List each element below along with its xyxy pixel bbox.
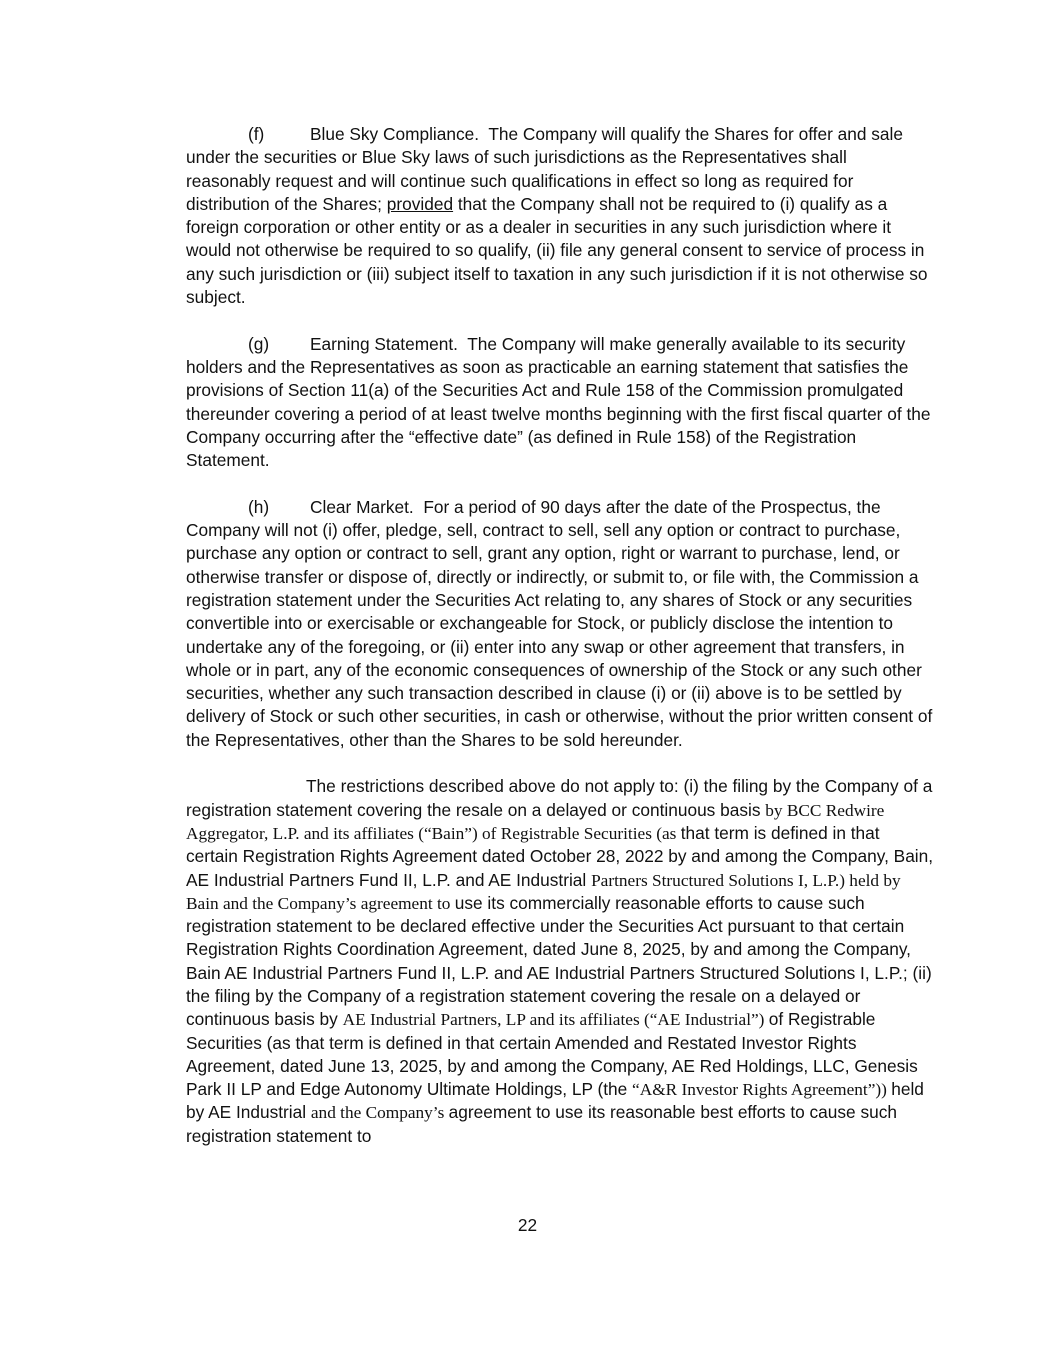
serif-text-run: Partners Structured Solutions I, L.P.) held by Bain and the Company’s agreement to — [186, 870, 901, 913]
serif-text-run: and the Company’s — [310, 1103, 449, 1123]
paragraph-g-earning-statement — [186, 333, 934, 473]
paragraph-h-clear-market — [186, 496, 934, 752]
text-run: held by AE Industrial — [186, 1079, 924, 1123]
serif-text-run: by BCC Redwire Aggregator, L.P. and its affiliates (“Bain”) of Registrable Securities (as — [186, 800, 885, 843]
paragraph-label: (f) — [248, 124, 265, 144]
text-run: of Registrable Securities (as that term is defined in that certain Amended and Restated Investor Rights Agreement, dated June 13, 2025, by and among the Company, AE Red Holdings, LLC, Genesis Park II LP and Edge Autonomy Ultimate Holdings, LP (the — [186, 1009, 918, 1100]
underlined-term: provided — [386, 193, 454, 214]
paragraph-label: (h) — [248, 496, 270, 517]
text-run: that the Company shall not be required to (i) qualify as a foreign corporation or other entity or as a dealer in securities in any such jurisdiction where it would not otherwise be required to so qualify, (ii) file any general consent to service of process in any such jurisdiction or (iii) subject itself to taxation in any such jurisdiction if it is not otherwise so subject. — [186, 193, 928, 308]
text-run: use its commercially reasonable efforts to cause such registration statement to be declared effective under the Securities Act pursuant to that certain Registration Rights Coordination Agreement, dated June 8, 2025, by and among the Company, Bain AE Industrial Partners Fund II, L.P. and AE Industrial Partners Structured Solutions I, L.P.; (ii) the filing by the Company of a registration statement covering the resale on a delayed or continuous basis by — [186, 892, 932, 1030]
text-run: Earning Statement. The Company will make generally available to its security holders and the Representatives as soon as practicable an earning statement that satisfies the provisions of Section 11(a) of the Securities Act and Rule 158 of the Commission promulgated thereunder covering a period of at least twelve months beginning with the first fiscal quarter of the Company occurring after the “effective date” (as defined in Rule 158) of the Registration Statement. — [186, 333, 931, 471]
paragraph-f-blue-sky-compliance — [186, 123, 934, 309]
serif-text-run: “A&R Investor Rights Agreement”)) — [632, 1080, 892, 1100]
text-run: Blue Sky Compliance. The Company will qualify the Shares for offer and sale under the securities or Blue Sky laws of such jurisdictions as the Representatives shall reasonably request and will continue such qualifications in effect so long as required for distribution of the Shares; — [186, 124, 903, 214]
text-run: agreement to use its reasonable best efforts to cause such registration statement to — [186, 1102, 897, 1146]
page-number: 22 — [517, 1215, 538, 1235]
paragraph-restrictions-exceptions — [186, 775, 934, 1148]
text-run: Clear Market. For a period of 90 days after the date of the Prospectus, the Company will not (i) offer, pledge, sell, contract to sell, sell any option or contract to purchase, purchase any option or contract to sell, grant any option, right or warrant to purchase, lend, or otherwise transfer or dispose of, directly or indirectly, or submit to, or file with, the Commission a registration statement under the Securities Act relating to, any shares of Stock or any securities convertible into or exercisable or exchangeable for Stock, or publicly disclose the intention to undertake any of the foregoing, or (ii) enter into any swap or other agreement that transfers, in whole or in part, any of the economic consequences of ownership of the Stock or any such other securities, whether any such transaction described in clause (i) or (ii) above is to be settled by delivery of Stock or such other securities, in cash or otherwise, without the prior written consent of the Representatives, other than the Shares to be sold hereunder. — [186, 496, 933, 750]
serif-text-run: AE Industrial Partners, LP and its affiliates (“AE Industrial”) — [342, 1010, 769, 1030]
paragraph-label: (g) — [248, 333, 270, 354]
text-run: that term is defined in that certain Registration Rights Agreement dated October 28, 2022 by and among the Company, Bain, AE Industrial Partners Fund II, L.P. and AE Industrial — [186, 822, 934, 890]
document-body — [186, 123, 934, 1171]
text-run: The restrictions described above do not apply to: (i) the filing by the Company of a registration statement covering the resale on a delayed or continuous basis — [186, 776, 933, 820]
